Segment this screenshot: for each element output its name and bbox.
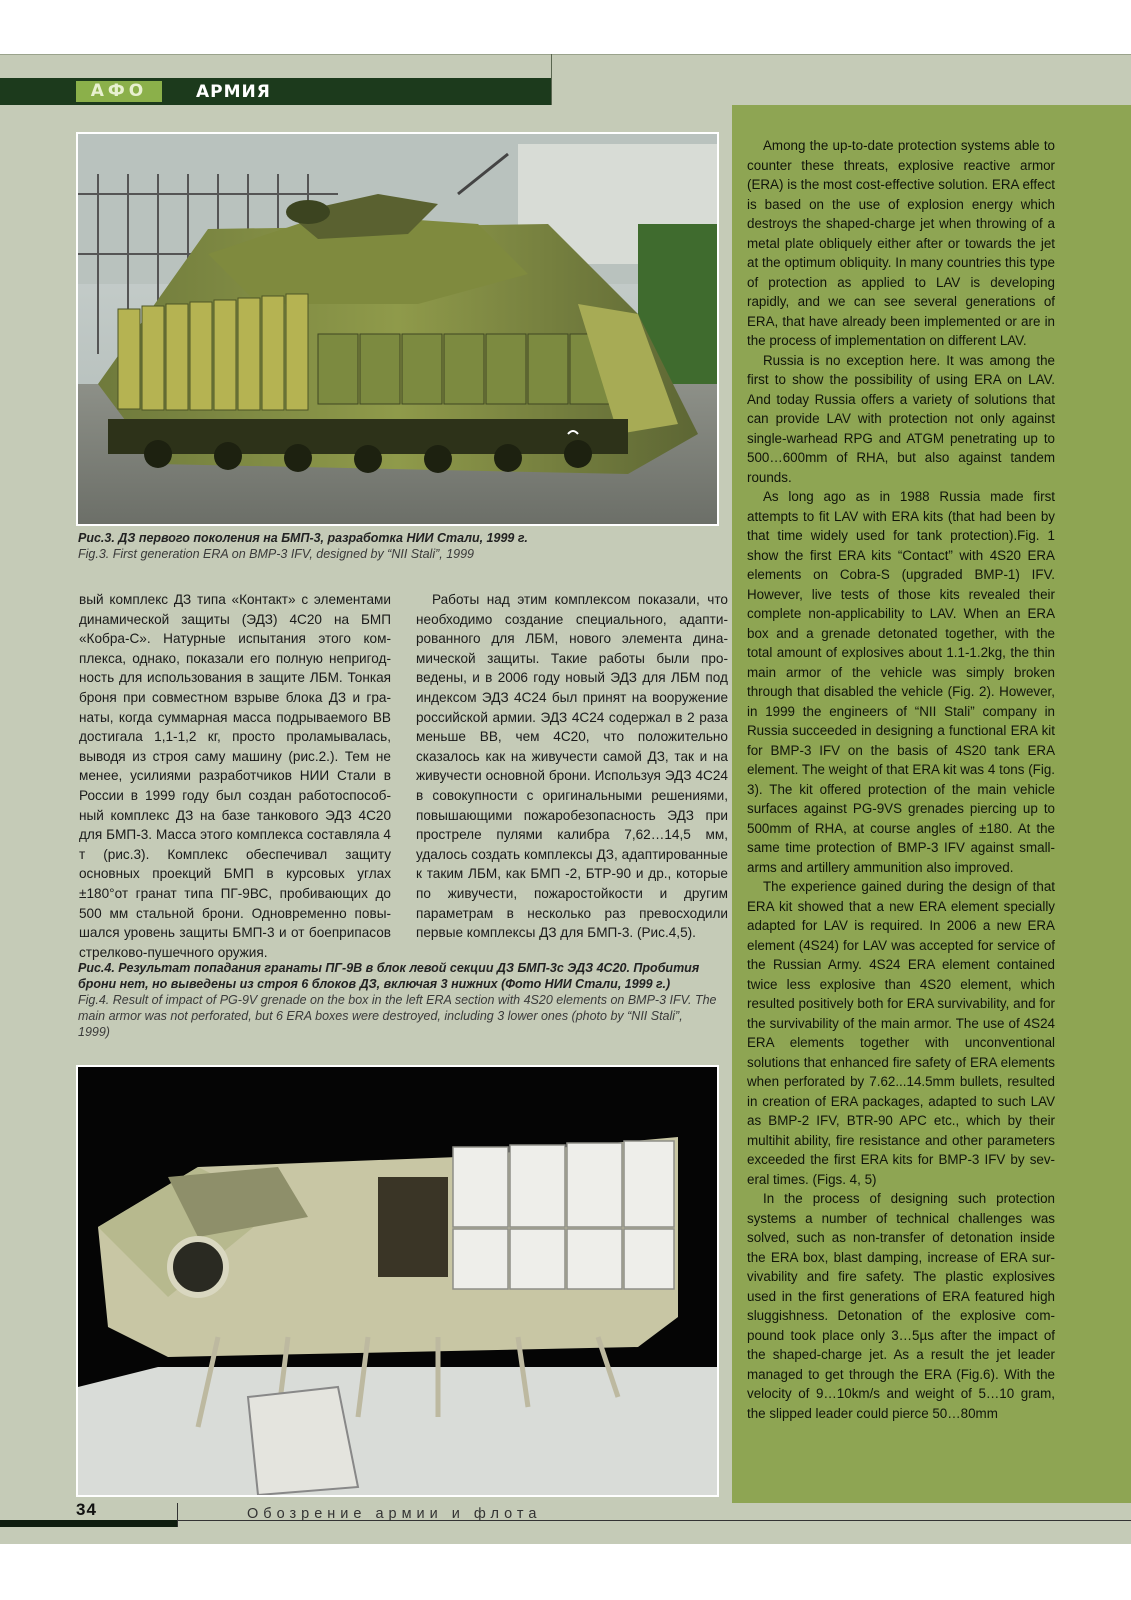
footer-bar [0,1520,178,1527]
magazine-name: Обозрение армии и флота [247,1506,542,1522]
russian-paragraph: Работы над этим комплексом показали, что необходимо создание специального, адаптированного для ЛБМ, нового элемента динамической защиты. Такие работы были проведены, и в 2006 году новый ЭДЗ для ЛБМ под индексом ЭДЗ 4С24 был принят на вооружение российской армии. ЭДЗ 4С24 содержал в 2 раза меньше ВВ, чем 4С20, что положительно сказалось как на живучести самой ДЗ, так и на живучести основной брони. Используя ЭДЗ 4С24 в совокупности с оригинальными решениями, повышающими пожаробезопасность ЭДЗ при прострелe пулями калибра 7,62…14,5 мм, удалось создать комплексы ДЗ, адаптированные к таким ЛБМ, как БМП -2, БТР-90 и др., которые по живучести, пожаростойкости и другим параметрам в несколько раз превосходили первые комплексы ДЗ для БМП-3. (Рис.4,5). [416,592,728,941]
english-text-column [747,136,1055,1423]
russian-paragraph: вый комплекс ДЗ типа «Контакт» с элементами динамической защиты (ЭДЗ) 4С20 на БМП «Кобра-С». Натурные испытания этого комплекса, однако, показали его полную непригодность для использования в защите ЛБМ. Тонкая броня при совместном взрыве блока ДЗ и гранаты, когда суммарная масса подрываемого ВВ достигала 1,1-1,2 кг, просто проламывалась, выводя из строя саму машину (рис.2.). Тем не менее, усилиями разработчиков НИИ Стали в России в 1999 году был создан работоспособный комплекс ДЗ на базе танкового ЭДЗ 4С20 для БМП-3. Масса этого комплекса составляла 4 т (рис.3). Комплекс обеспечивал защиту основных проекций БМП в курсовых углах ±180°от гранат типа ПГ-9ВС, пробивающих до 500 мм стальной брони. Одновременно повышался уровень защиты БМП-3 и от боеприпасов стрелково-пушечного оружия. [79,592,391,960]
english-paragraph: In the process of designing such protection systems a number of technical challenges was solved, such as non-transfer of detonation inside the ERA box, blast damping, increase of ERA survivability and fire safety. The plastic explosives used in the first generations of ERA featured high sluggishness. Detonation of the explosive compound took place only 3…5µs after the impact of the shaped-charge jet. As a result the jet leader managed to get through the ERA (Fig.6). With the velocity of 9…10km/s and weight of 5…10 gram, the slipped leader could pierce 50…80mm [747,1191,1055,1421]
fig3-caption-ru: Рис.3. ДЗ первого поколения на БМП-3, разработка НИИ Стали, 1999 г. [78,531,528,545]
header-divider [551,54,552,105]
fig3-caption-en: Fig.3. First generation ERA on BMP-3 IFV, designed by “NII Stali”, 1999 [78,547,475,561]
fig4-photo [76,1065,719,1497]
header-top-rule [0,54,1131,55]
fig4-caption-ru: Рис.4. Результат попадания гранаты ПГ-9В в блок левой секции ДЗ БМП-3с ЭДЗ 4С20. Пробития брони нет, но выведены из строя 6 блоков ДЗ, включая 3 нижних (Фото НИИ Стали, 1999 г.) [78,961,700,991]
english-paragraph: Russia is no exception here. It was among the first to show the possibility of using ERA on LAV. And today Russia offers a variety of solutions that can provide LAV with protection not only against single-warhead RPG and ATGM penetrating up to 500…600mm of RHA, but also against tandem rounds. [747,352,1055,485]
english-paragraph: The experience gained during the design of that ERA kit showed that a new ERA element specially adapted for LAV is required. In 2006 a new ERA element (4S24) for LAV was accepted for service of the Russian Army. 4S24 ERA element contained twice less explosive than 4S20 element, which resulted positively both for ERA survivability, and for the survivability of the main armor. The use of 4S24 ERA elements together with unconventional solutions that enhanced fire safety of ERA elements when perforated by 7.62...14.5mm bullets, resulted in creation of ERA packages, adapted to such LAV as BMP-2 IFV, BTR-90 APC etc., which by their multihit ability, fire resistance and other parameters exceeded the first ERA kits for BMP-3 IFV by several times. (Figs. 4, 5) [747,879,1055,1187]
english-paragraph: As long ago as in 1988 Russia made first attempts to fit LAV with ERA kits (that had been by that time widely used for tank protection).Fig. 1 show the first ERA kits “Contact” with 4S20 ERA elements on Cobra-S (upgraded BMP-1) IFV. However, live tests of those kits revealed their complete non-applicability to LAV. When an ERA box and a grenade detonated together, with the total amount of explosives about 1.1-1.2kg, the thin main armor of the vehicle was simply broken through that disabled the vehicle (Fig. 2). However, in 1999 the engineers of “NII Stali” company in Russia succeeded in designing a functional ERA kit for BMP-3 IFV on the basis of 4S20 tank ERA element. The weight of that ERA kit was 4 tons (Fig. 3). The kit offered protection of the main vehicle surfaces against PG-9VS grenades piercing up to 500mm of RHA, at course angles of ±180. At the same time protection of BMP-3 IFV against small-arms and artillery ammunition also improved. [747,489,1055,875]
fig4-caption-en: Fig.4. Result of impact of PG-9V grenade on the box in the left ERA section with 4S20 elements on BMP-3 IFV. The main armor was not perforated, but 6 ERA boxes were destroyed, including 3 lower ones (photo by “NII Stali”, 1999) [78,993,717,1039]
fig4-caption [78,960,718,1040]
english-paragraph: Among the up-to-date protection systems able to counter these threats, explosive reactive armor (ERA) is the most cost-effective solution. ERA effect is based on the use of explosion energy which destroys the shaped-charge jet when throwing of a metal plate obliquely either after or towards the jet at the optimum obliquity. In many countries this type of protection as applied to LAV is developing rapidly, and we can see several generations of ERA, that have already been implemented or are in the process of implementation on different LAV. [747,138,1055,348]
russian-column-1 [79,590,391,962]
russian-column-2 [416,590,728,943]
fig3-photo [76,132,719,526]
section-tag: АФО [76,81,162,102]
bmp3-era-photo-illustration [78,134,717,524]
fig3-caption [78,530,728,562]
section-title: АРМИЯ [196,82,271,102]
damaged-bmp3-photo-illustration [78,1067,717,1495]
page-number: 34 [76,1500,97,1519]
footer-divider [177,1503,178,1527]
